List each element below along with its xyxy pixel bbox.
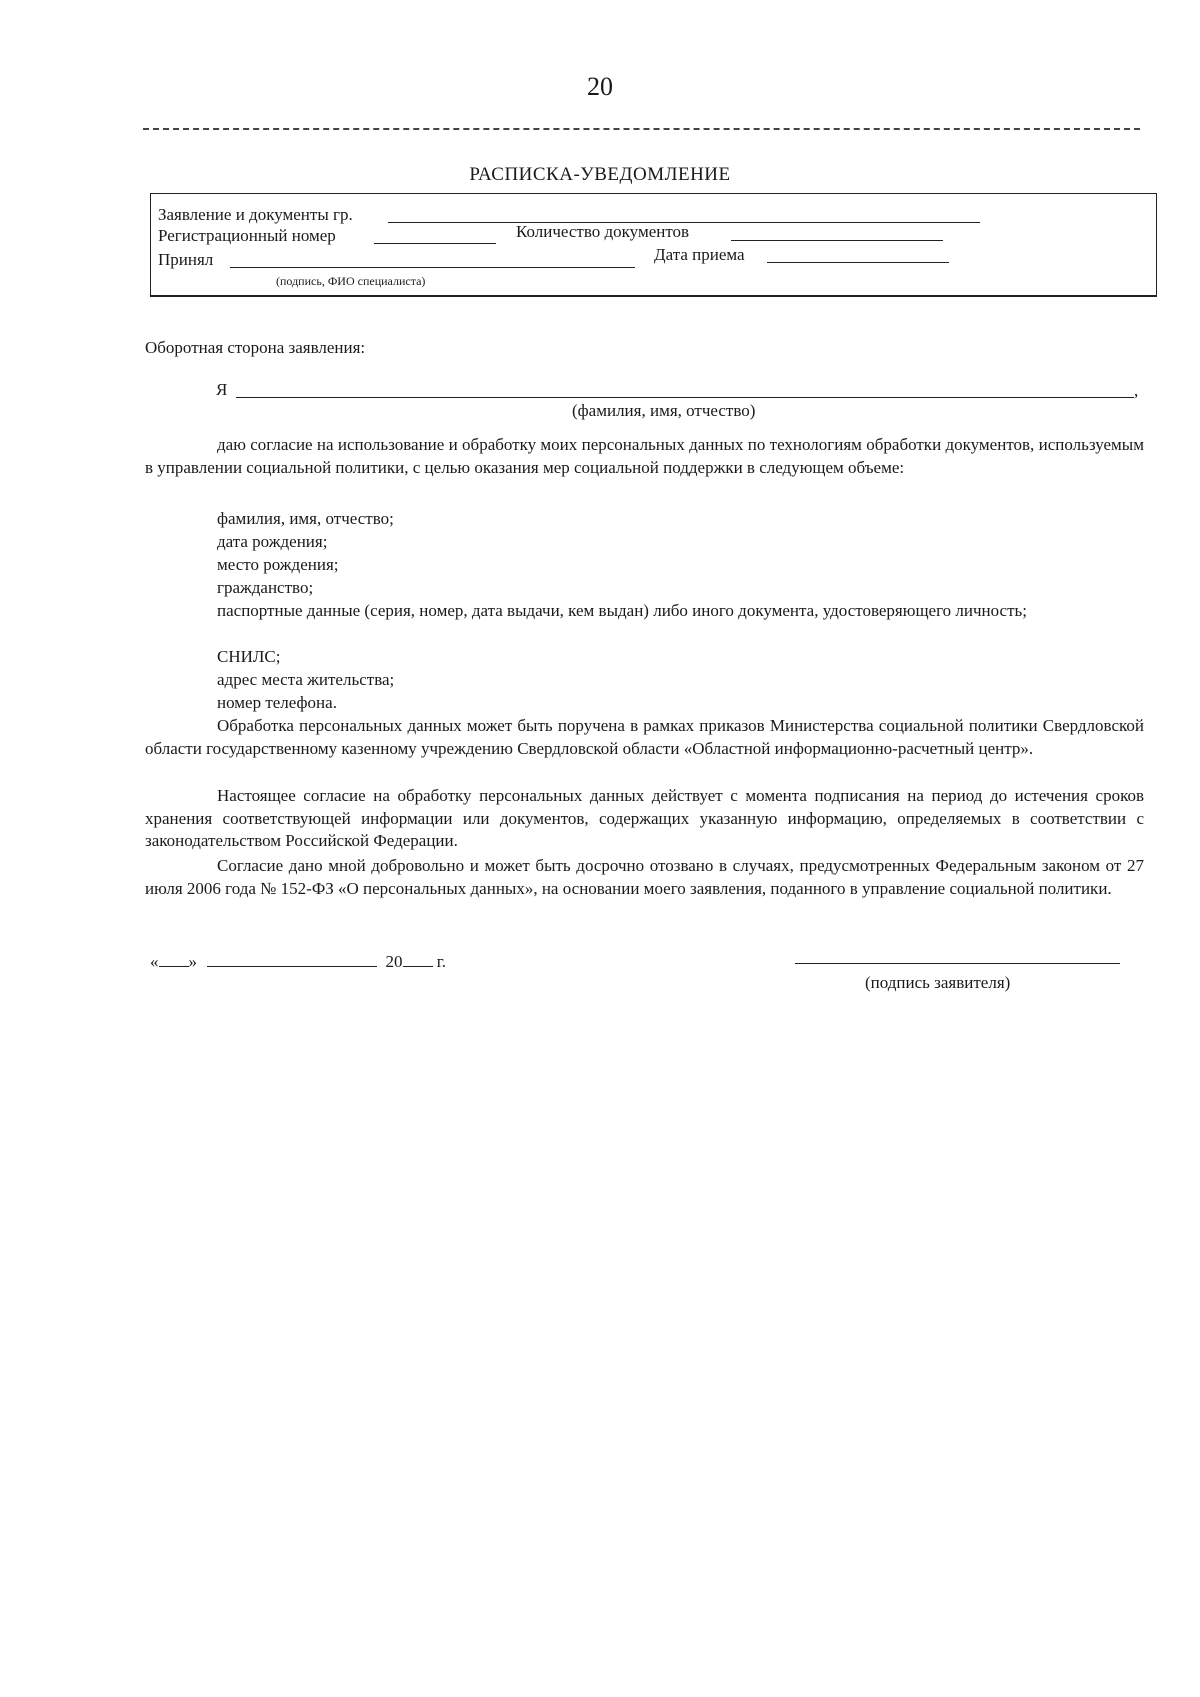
list-item: дата рождения;: [217, 532, 328, 551]
cut-line: [143, 128, 1140, 130]
list-item: адрес места жительства;: [217, 670, 395, 689]
list-item: место рождения;: [217, 555, 339, 574]
date-year-field[interactable]: [403, 952, 433, 967]
date-year-suffix: г.: [436, 952, 447, 971]
list-item: гражданство;: [217, 578, 314, 597]
paragraph-revocation: Согласие дано мной добровольно и может быть досрочно отозвано в случаях, предусмотренных Федеральным законом от 27 июля 2006 года № 152-ФЗ «О персональных данных», на основании моего заявления, поданного в управление социальной политики.: [145, 856, 1144, 898]
date-open-quote: «: [150, 952, 159, 971]
fio-line-end: ,: [1134, 381, 1139, 400]
consent-paragraph: даю согласие на использование и обработку моих персональных данных по технологиям обработки документов, используемым в управлении социальной политики, с целью оказания мер социальной поддержки в следующем объеме:: [145, 435, 1144, 477]
reverse-side-label: Оборотная сторона заявления:: [145, 338, 366, 357]
specialist-signature-hint: (подпись, ФИО специалиста): [276, 274, 426, 288]
reg-number-label: Регистрационный номер: [158, 226, 336, 245]
fio-hint: (фамилия, имя, отчество): [572, 401, 756, 420]
doc-count-label: Количество документов: [516, 222, 690, 241]
ya-label: Я: [216, 380, 228, 399]
accepted-label: Принял: [158, 250, 214, 269]
date-month-field[interactable]: [207, 952, 377, 967]
date-day-field[interactable]: [159, 952, 189, 967]
date-label: Дата приема: [654, 245, 745, 264]
list-item: фамилия, имя, отчество;: [217, 509, 394, 528]
date-close-quote: »: [188, 952, 197, 971]
date-field[interactable]: [767, 262, 949, 263]
date-year-prefix: 20: [385, 952, 403, 971]
applicant-signature-field[interactable]: [795, 963, 1120, 964]
documents-label: Заявление и документы гр.: [158, 205, 353, 224]
receipt-title: РАСПИСКА-УВЕДОМЛЕНИЕ: [469, 164, 731, 185]
list-item: номер телефона.: [217, 693, 337, 712]
doc-count-field[interactable]: [731, 240, 943, 241]
page-number: 20: [587, 72, 613, 101]
list-item: паспортные данные (серия, номер, дата выдачи, кем выдан) либо иного документа, удостоверяющего личность;: [217, 601, 1027, 620]
accepted-field[interactable]: [230, 267, 635, 268]
fio-field[interactable]: [236, 397, 1134, 398]
list-item: СНИЛС;: [217, 647, 281, 666]
reg-number-field[interactable]: [374, 243, 496, 244]
paragraph-processing: Обработка персональных данных может быть поручена в рамках приказов Министерства социальной политики Свердловской области государственному казенному учреждению Свердловской области «Областной информационно-расчетный центр».: [145, 716, 1144, 758]
date-line: [150, 952, 446, 972]
applicant-signature-hint: (подпись заявителя): [865, 973, 1011, 992]
paragraph-validity: Настоящее согласие на обработку персональных данных действует с момента подписания на период до истечения сроков хранения соответствующей информации или документов, содержащих указанную информацию, определяемых в соответствии с законодательством Российской Федерации.: [145, 786, 1144, 850]
